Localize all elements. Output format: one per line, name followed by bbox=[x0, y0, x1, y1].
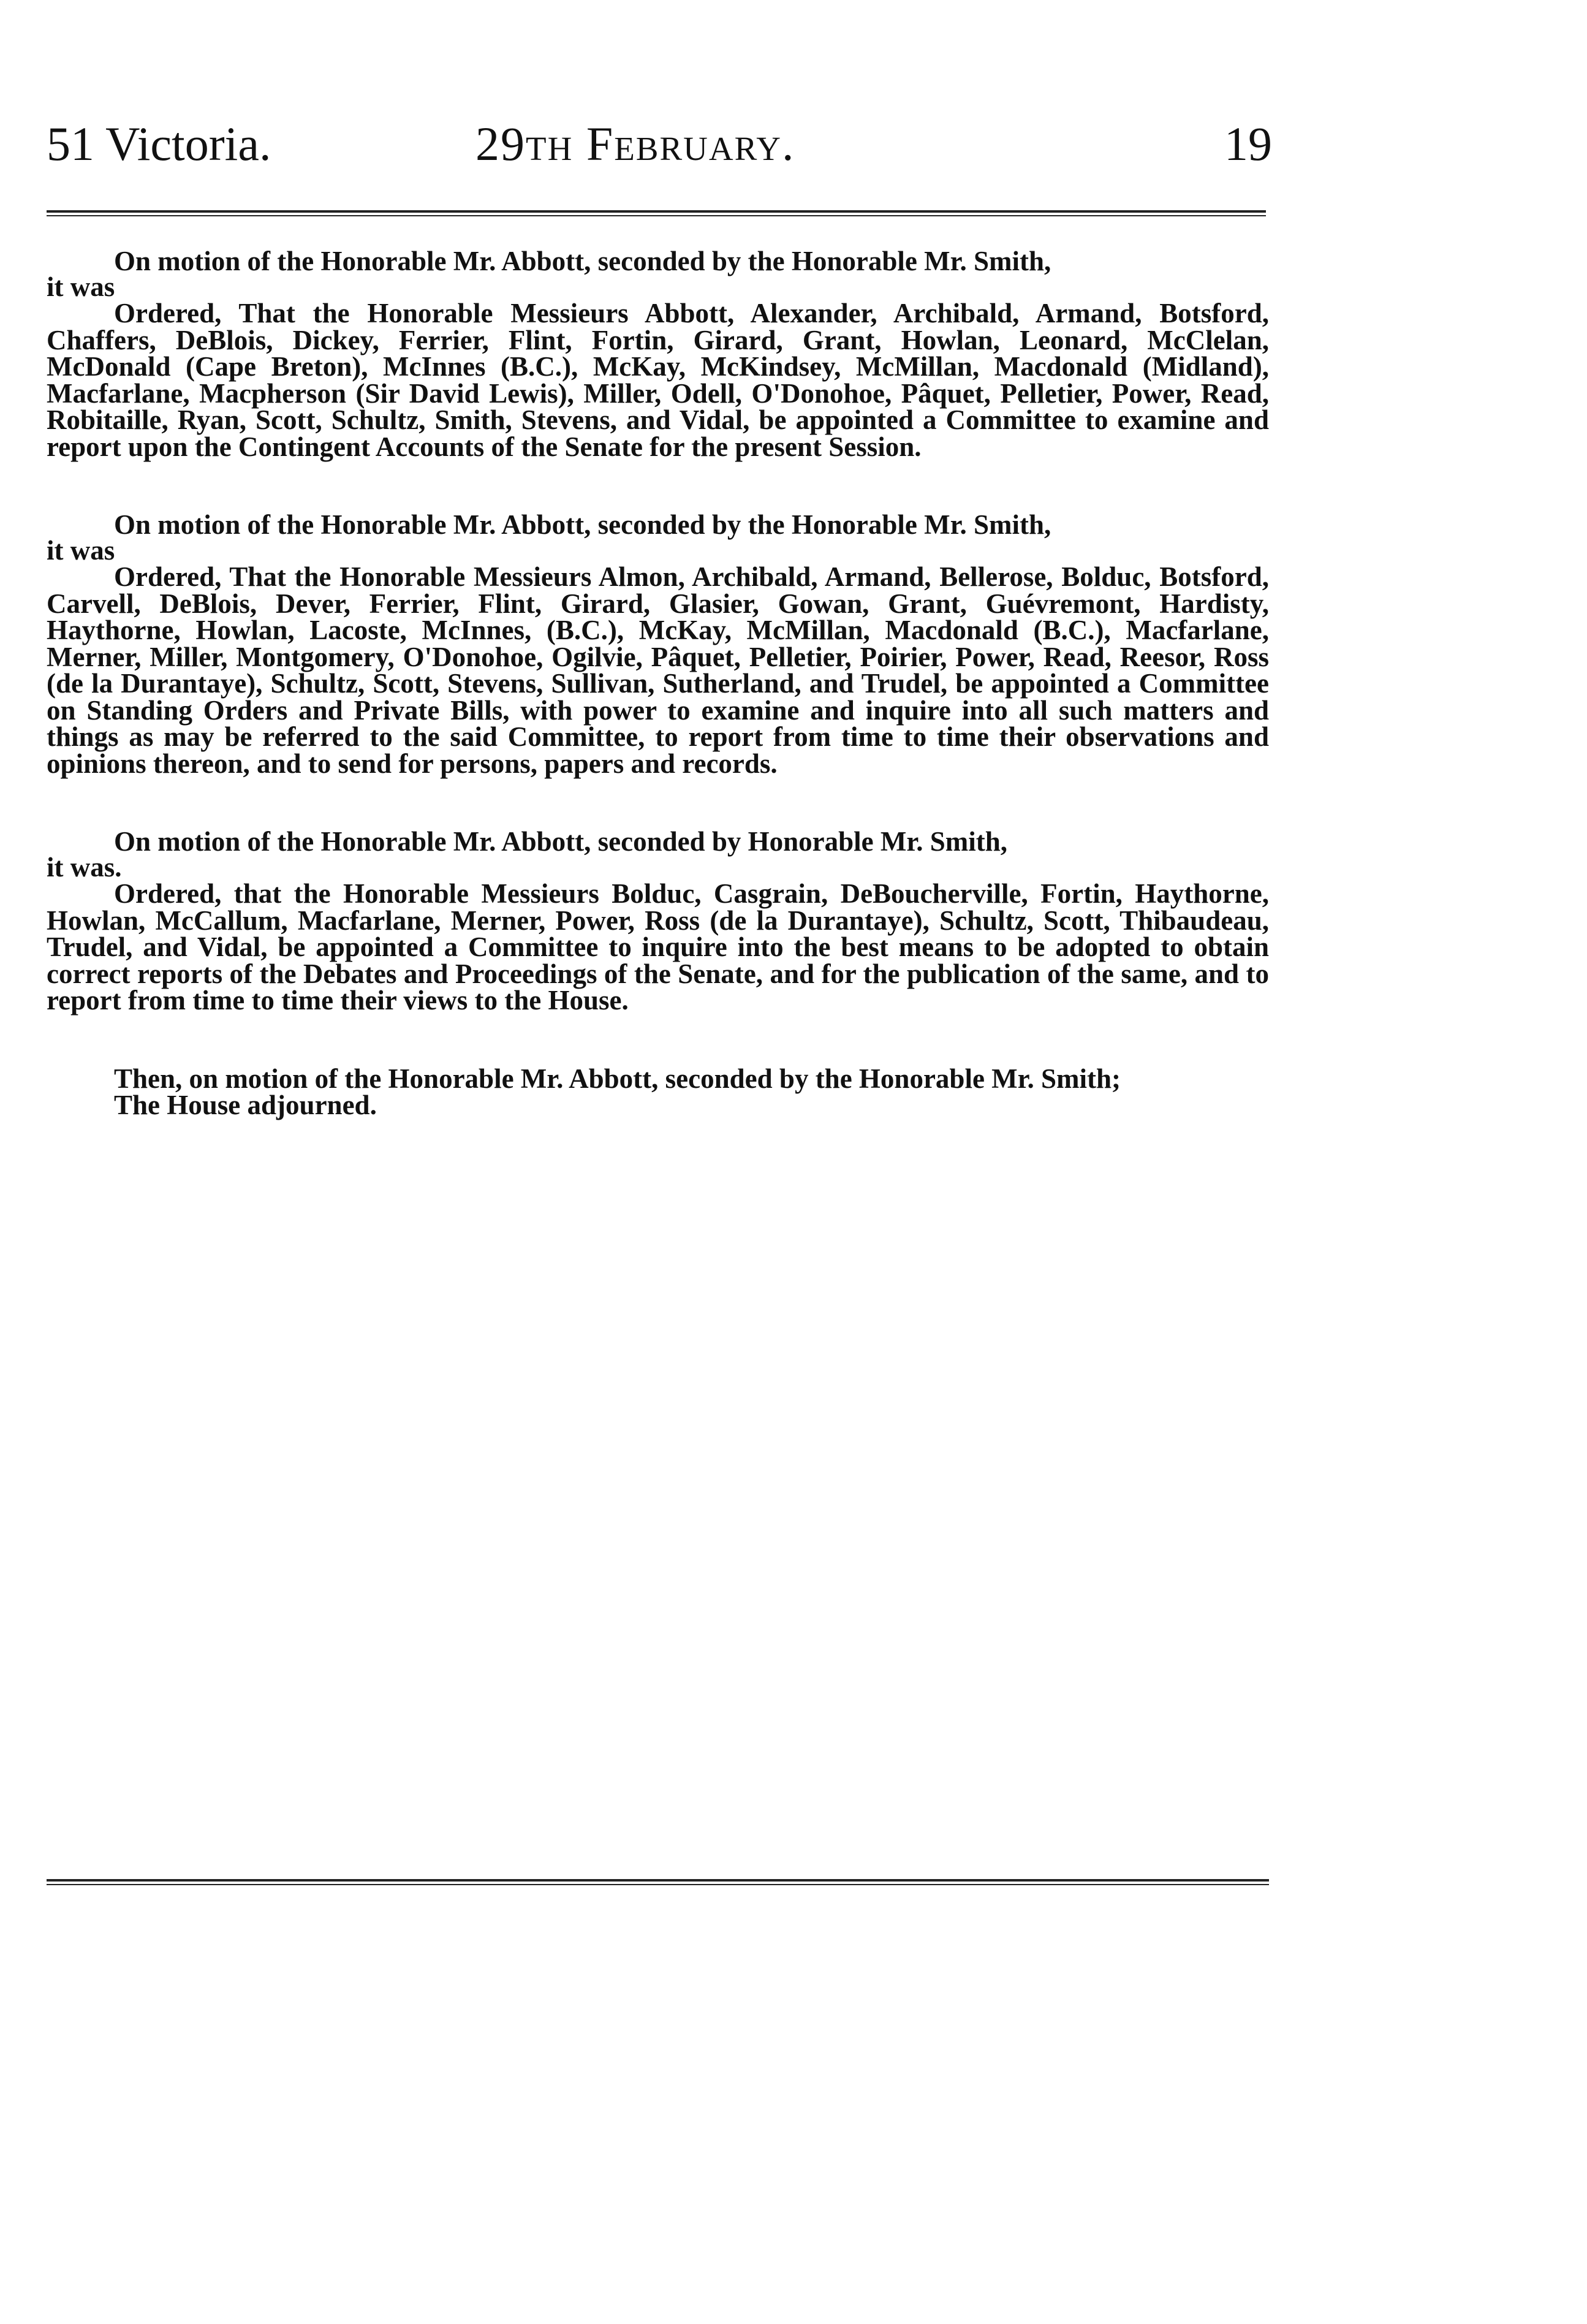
entry-adjournment bbox=[47, 1063, 1269, 1120]
adjournment-text: The House adjourned. bbox=[114, 1090, 377, 1120]
page-number: 19 bbox=[1224, 117, 1272, 170]
footer-rule bbox=[47, 1879, 1269, 1885]
it-was-text: it was bbox=[47, 271, 115, 302]
header-rule bbox=[47, 210, 1266, 216]
motion-text: Then, on motion of the Honorable Mr. Abbott, seconded by the Honorable Mr. Smith; bbox=[114, 1063, 1121, 1094]
entry-standing-orders bbox=[47, 509, 1269, 779]
session-label: 51 Victoria. bbox=[47, 117, 271, 170]
order-text: Ordered, That the Honorable Messieurs Almon, Archibald, Armand, Bellerose, Bolduc, Botsford, Carvell, DeBlois, Dever, Ferrier, Flint, Girard, Glasier, Gowan, Grant, Guévremont, Hardisty, Haythorne, Howlan, Lacoste, McInnes, (B.C.), McKay, McMillan, Macdonald (B.C.), Macfarlane, Merner, Miller, Montgomery, O'Donohoe, Ogilvie, Pâquet, Pelletier, Poirier, Power, Read, Reesor, Ross (de la Durantaye), Schultz, Scott, Stevens, Sullivan, Sutherland, and Trudel, be appointed a Committee on Standing Orders and Private Bills, with power to examine and inquire into all such matters and things as may be referred to the said Committee, to report from time to time their observations and opinions thereon, and to send for persons, papers and records. bbox=[47, 561, 1269, 779]
entry-debates-reporting bbox=[47, 826, 1269, 1016]
order-text: Ordered, that the Honorable Messieurs Bolduc, Casgrain, DeBoucherville, Fortin, Haythorne, Howlan, McCallum, Macfarlane, Merner, Power, Ross (de la Durantaye), Schultz, Scott, Thibaudeau, Trudel, and Vidal, be appointed a Committee to inquire into the best means to be adopted to obtain correct reports of the Debates and Proceedings of the Senate, and for the publication of the same, and to report from time to time their views to the House. bbox=[47, 878, 1269, 1016]
motion-text: On motion of the Honorable Mr. Abbott, seconded by Honorable Mr. Smith, bbox=[114, 826, 1007, 857]
page-header bbox=[47, 116, 1272, 190]
it-was-text: it was bbox=[47, 534, 115, 566]
entry-contingent-accounts bbox=[47, 248, 1269, 460]
it-was-text: it was. bbox=[47, 851, 122, 883]
motion-text: On motion of the Honorable Mr. Abbott, seconded by the Honorable Mr. Smith, bbox=[114, 246, 1051, 276]
motion-text: On motion of the Honorable Mr. Abbott, seconded by the Honorable Mr. Smith, bbox=[114, 509, 1051, 540]
order-text: Ordered, That the Honorable Messieurs Abbott, Alexander, Archibald, Armand, Botsford, Chaffers, DeBlois, Dickey, Ferrier, Flint, Fortin, Girard, Grant, Howlan, Leonard, McClelan, McDonald (Cape Breton), McInnes (B.C.), McKay, McKindsey, McMillan, Macdonald (Midland), Macfarlane, Macpherson (Sir David Lewis), Miller, Odell, O'Donohoe, Pâquet, Pelletier, Power, Read, Robitaille, Ryan, Scott, Schultz, Smith, Stevens, and Vidal, be appointed a Committee to examine and report upon the Contingent Accounts of the Senate for the present Session. bbox=[47, 298, 1269, 462]
journal-body bbox=[47, 248, 1269, 1171]
date-heading: 29th February. bbox=[475, 117, 795, 170]
